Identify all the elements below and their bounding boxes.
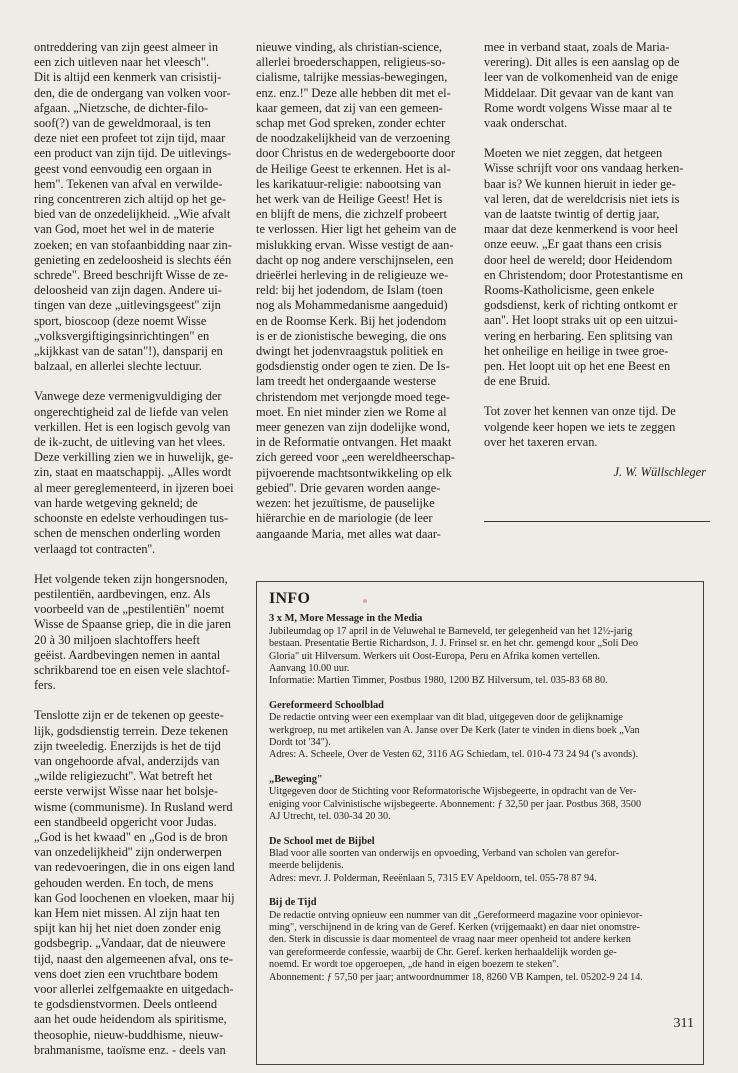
info-item-heading: „Beweging" [269, 773, 323, 785]
paragraph: nieuwe vinding, als christian-science, allerlei broederschappen, religieus-so- cialisme, talrijke messias-bewegingen, enz. enz.!'' Deze alle hebben dit met el- kaar gemeen, dat zij van een gemeen- schap met God spreken, zonder echter de noodzakelijkheid van de verzoening door Christus en de wedergeboorte door de Heilige Geest te erkennen. Het is al- les karikatuur-religie: nabootsing van het werk van de Heilige Geest! Het is en blijft de mens, die zichzelf probeert te verlossen. Hier ligt het geheim van de mislukking ervan. Wisse vestigt de aan- dacht op nog andere verschijnselen, een drieërlei herleving in de religieuze we- reld: bij het jodendom, de Islam (toen nog als Mohammedanisme aangeduid) en de Roomse Kerk. Bij het jodendom is er de zionistische beweging, die ons dwingt het jodenvraagstuk politiek en godsdienstig onder ogen te zien. De Is- lam treedt het ondergaande westerse christendom met verjongde moed tege- moet. En niet minder zien we Rome al meer genezen van zijn dodelijke wond, in de Reformatie ontvangen. Het maakt zich gereed voor „een wereldheerschap- pijvoerende machtsontwikkeling op elk gebied''. Drie gevaren worden aange- wezen: het jezuïtisme, de pauselijke hiërarchie en de mariologie (de leer aangaande Maria, met alles wat daar- [256, 40, 457, 541]
info-item-body: De redactie ontving weer een exemplaar van dit blad, uitgegeven door de gelijknamige werkgroep, nu met artikelen van A. Janse over De Kerk (later te vinden in diens boek „Van Dordt tot '34"). Adres: A. Scheele, Over de Vesten 62, 3116 AG Schiedam, tel. 010-4 73 24 94 ('s avonds). [269, 712, 640, 761]
paragraph: mee in verband staat, zoals de Maria- verering). Dit alles is een aanslag op de leer van de volkomenheid van de enige Middelaar. Dit gevaar van de kant van Rome wordt volgens Wisse maar al te vaak onderschat. [484, 40, 680, 131]
ink-speck [363, 599, 367, 603]
info-item-body: Uitgegeven door de Stichting voor Reformatorische Wijsbegeerte, in opdracht van de Ver- eniging voor Calvinistische wijsbegeerte. Abonnement: ƒ 32,50 per jaar. Postbus 368, 3500 AJ Utrecht, tel. 030-34 20 30. [269, 786, 642, 823]
info-item-heading: De School met de Bijbel [269, 835, 375, 847]
paragraph: Moeten we niet zeggen, dat hetgeen Wisse schrijft voor ons vandaag herken- baar is? We kunnen hieruit in ieder ge- val leren, dat de wereldcrisis niet iets is van de laatste twintig of dertig jaar, maar dat deze kenmerkend is voor heel onze eeuw. „Er gaat thans een crisis door heel de wereld; door Heidendom en Christendom; door Protestantisme en Rooms-Katholicisme, geen enkele godsdienst, kerk of richting ontkomt er aan''. Het loopt straks uit op een uitzui- vering en herbaring. Een splitsing van het onheilige en heilige in twee groe- pen. Het loopt uit op het ene Beest en de ene Bruid. [484, 146, 684, 389]
column-1 [34, 40, 256, 1073]
info-item [269, 836, 691, 886]
paragraph: Vanwege deze vermenigvuldiging der ongerechtigheid zal de liefde van velen verkillen. Het is een logisch gevolg van de ik-zucht, de uitleving van het vlees. Deze verkilling zien we in huwelijk, ge- zin, staat en maatschappij. „Alles wordt al meer gereglementeerd, in ijzeren boei van harde wetgeving gekneld; de schoonste en edelste verhoudingen tus- schen de menschen onderling worden verlaagd tot contracten''. [34, 389, 234, 556]
info-item [269, 613, 691, 687]
info-item-heading: Bij de Tijd [269, 897, 317, 909]
info-item [269, 897, 691, 984]
column-2 [256, 40, 478, 557]
info-title: INFO [269, 590, 311, 607]
info-item-body: Jubileumdag op 17 april in de Veluwehal te Barneveld, ter gelegenheid van het 12½-jarig bestaan. Presentatie Bertie Richardson, J. J. Frinsel sr. en het chr. gemengd koor „Soli Deo Gloria" uit Hilversum. Werkers uit Oost-Europa, Peru en Afrika komen vertellen. Aanvang 10.00 uur. Informatie: Martien Timmer, Postbus 1980, 1200 BZ Hilversum, tel. 035-83 68 80. [269, 625, 638, 687]
author-signature: J. W. Wüllschleger [613, 465, 706, 480]
paragraph: Het volgende teken zijn hongersnoden, pestilentiën, aardbevingen, enz. Als voorbeeld van de „pestilentiën" noemt Wisse de Spaanse griep, die in die jaren 20 à 30 miljoen slachtoffers heeft geëist. Aardbevingen nemen in aantal schrikbarend toe en eisen vele slachtof- fers. [34, 571, 231, 693]
info-item [269, 774, 691, 824]
paragraph: ontreddering van zijn geest almeer in een zich uitleven naar het vleesch". Dit is altijd een kenmerk van crisistij- den, die de ondergang van volken voor- afgaan. „Nietzsche, de dichter-filo- soof(?) van de geweldmoraal, is ten deze niet een profeet tot zijn tijd, maar een product van zijn tijd. De uitlevings- geest vond eenvoudig een orgaan in hem". Tekenen van afval en verwilde- ring concentreren zich altijd op het ge- bied van de onzedelijkheid. „Wie afvalt van God, moet het wel in de materie zoeken; en van stofaanbidding naar zin- genieting en zedeloosheid is slechts één schrede". Breed beschrijft Wisse de ze- deloosheid van zijn dagen. Andere ui- tingen van deze „uitlevingsgeest'' zijn sport, bioscoop (deze noemt Wisse „volksvergiftigingsinrichtingen" en „kijkkast van de satan"!), dansparij en balzaal, en allerlei slechte lectuur. [34, 40, 232, 374]
info-item [269, 700, 691, 762]
paragraph: Tenslotte zijn er de tekenen op geeste- lijk, godsdienstig terrein. Deze tekenen zijn tweeledig. Enerzijds is het de tijd van ongehoorde afval, anderzijds van „wilde religiezucht''. Wat betreft het eerste verwijst Wisse naar het bolsje- wisme (communisme). In Rusland werd een standbeeld opgericht voor Judas. „God is het kwaad" en „God is de bron van onzedelijkheid'' zijn onderwerpen van redevoeringen, die in ons eigen land gehouden werden. En toch, de mens kan God loochenen en vloeken, maar hij kan Hem niet missen. Al zijn haat ten spijt kan hij het niet doen zonder enig godsbegrip. „Vandaar, dat de nieuwere tijd, naast den algemeenen afval, ons te- vens doet zien een vruchtbare bodem voor allerlei zelfgemaakte en uitgedach- te godsdienstvormen. Deels ontleend aan het oude heidendom als spiritisme, theosophie, nieuw-buddhisme, nieuw- brahmanisme, taoïsme enz. - deels van [34, 708, 235, 1057]
info-item-body: Blad voor alle soorten van onderwijs en opvoeding, Verband van scholen van gerefor- meerde belijdenis. Adres: mevr. J. Polderman, Reeënlaan 5, 7315 EV Apeldoorn, tel. 055-78 87 94. [269, 847, 620, 884]
divider [484, 521, 710, 522]
info-item-body: De redactie ontving opnieuw een nummer van dit „Gereformeerd magazine voor opinievor- ming", verschijnend in de kring van de Geref. Kerken (vrijgemaakt) en daar niet onomstre- den. Sterk in discussie is daar momenteel de vraag naar meer openheid tot andere kerken van gereformeerde confessie, waarbij de Chr. Geref. kerken herhaaldelijk worden ge- noemd. Er wordt toe opgeroepen, „de hand in eigen boezem te steken". Abonnement: ƒ 57,50 per jaar; antwoordnummer 18, 8260 VB Kampen, tel. 05202-9 24 14. [269, 909, 643, 983]
column-3 [484, 40, 706, 480]
info-item-heading: 3 x M, More Message in the Media [269, 613, 423, 625]
info-item-heading: Gereformeerd Schoolblad [269, 699, 384, 711]
paragraph: Tot zover het kennen van onze tijd. De volgende keer hopen we iets te zeggen over het taxeren ervan. [484, 404, 676, 449]
info-box [256, 581, 704, 1065]
page-number: 311 [673, 1016, 694, 1031]
